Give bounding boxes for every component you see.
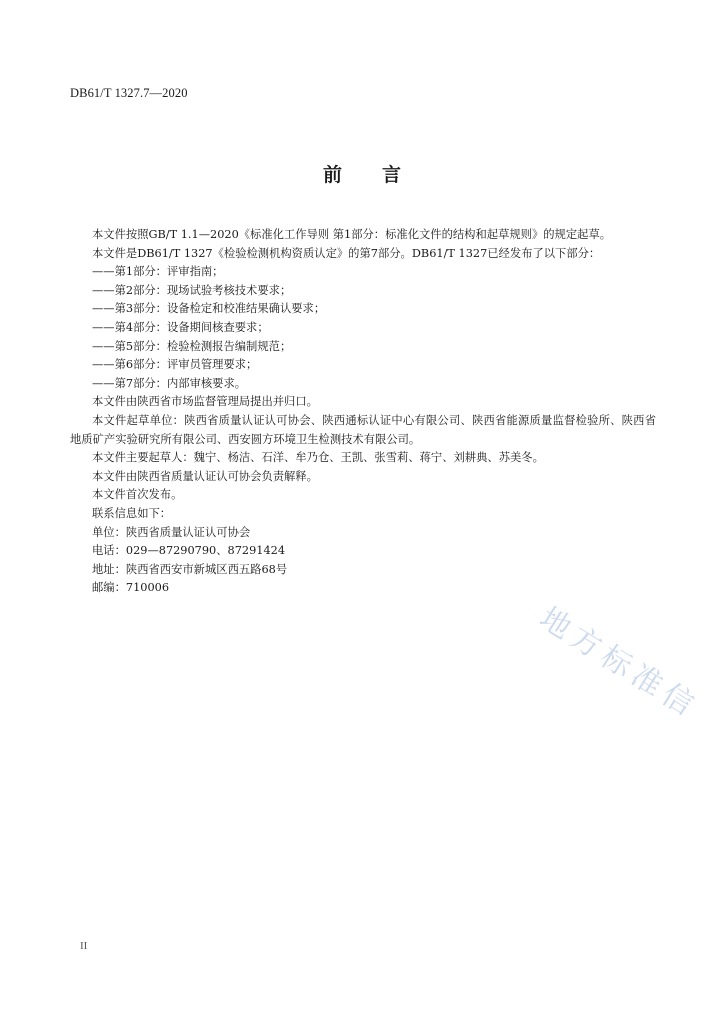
contact-postcode: 邮编：710006 [92,581,170,595]
contact-unit: 单位：陕西省质量认证认可协会 [92,525,251,539]
list-item-part-4: ——第4部分：设备期间核查要求； [92,320,269,334]
document-code: DB61/T 1327.7—2020 [70,86,188,100]
contact-address: 地址：陕西省西安市新城区西五路68号 [92,562,288,576]
paragraph-drafters: 本文件主要起草人：魏宁、杨洁、石洋、牟乃仓、王凯、张雪莉、蒋宁、刘耕典、苏美冬。 [92,451,544,465]
title-char-1: 前 [322,164,342,186]
paragraph-series-parts: 本文件是DB61/T 1327《检验检测机构资质认定》的第7部分。DB61/T 1327已经发布了以下部分： [92,246,601,260]
list-item-part-3: ——第3部分：设备检定和校准结果确认要求； [92,302,326,316]
paragraph-first-release: 本文件首次发布。 [92,488,183,502]
list-item-part-2: ——第2部分：现场试验考核技术要求； [92,283,292,297]
paragraph-proposer: 本文件由陕西省市场监督管理局提出并归口。 [92,395,318,409]
foreword-body [70,226,656,598]
paragraph-contact-heading: 联系信息如下： [92,506,172,520]
paragraph-drafting-units: 本文件起草单位：陕西省质量认证认可协会、陕西通标认证中心有限公司、陕西省能源质量监督检验所、陕西省地质矿产实验研究所有限公司、西安圆方环境卫生检测技术有限公司。 [70,413,656,446]
list-item-part-7: ——第7部分：内部审核要求。 [92,376,247,390]
list-item-part-5: ——第5部分：检验检测报告编制规范； [92,339,292,353]
contact-phone: 电话：029—87290790、87291424 [92,544,286,558]
paragraph-interpretation: 本文件由陕西省质量认证认可协会负责解释。 [92,469,318,483]
paragraph-drafting-rules: 本文件按照GB/T 1.1—2020《标准化工作导则 第1部分：标准化文件的结构和起草规则》的规定起草。 [92,228,612,241]
page-number: II [80,940,88,952]
page-title [0,160,724,187]
watermark: 地方标准信 [533,600,705,726]
list-item-part-6: ——第6部分：评审员管理要求； [92,358,258,372]
title-char-2: 言 [382,164,402,186]
list-item-part-1: ——第1部分：评审指南； [92,265,224,279]
